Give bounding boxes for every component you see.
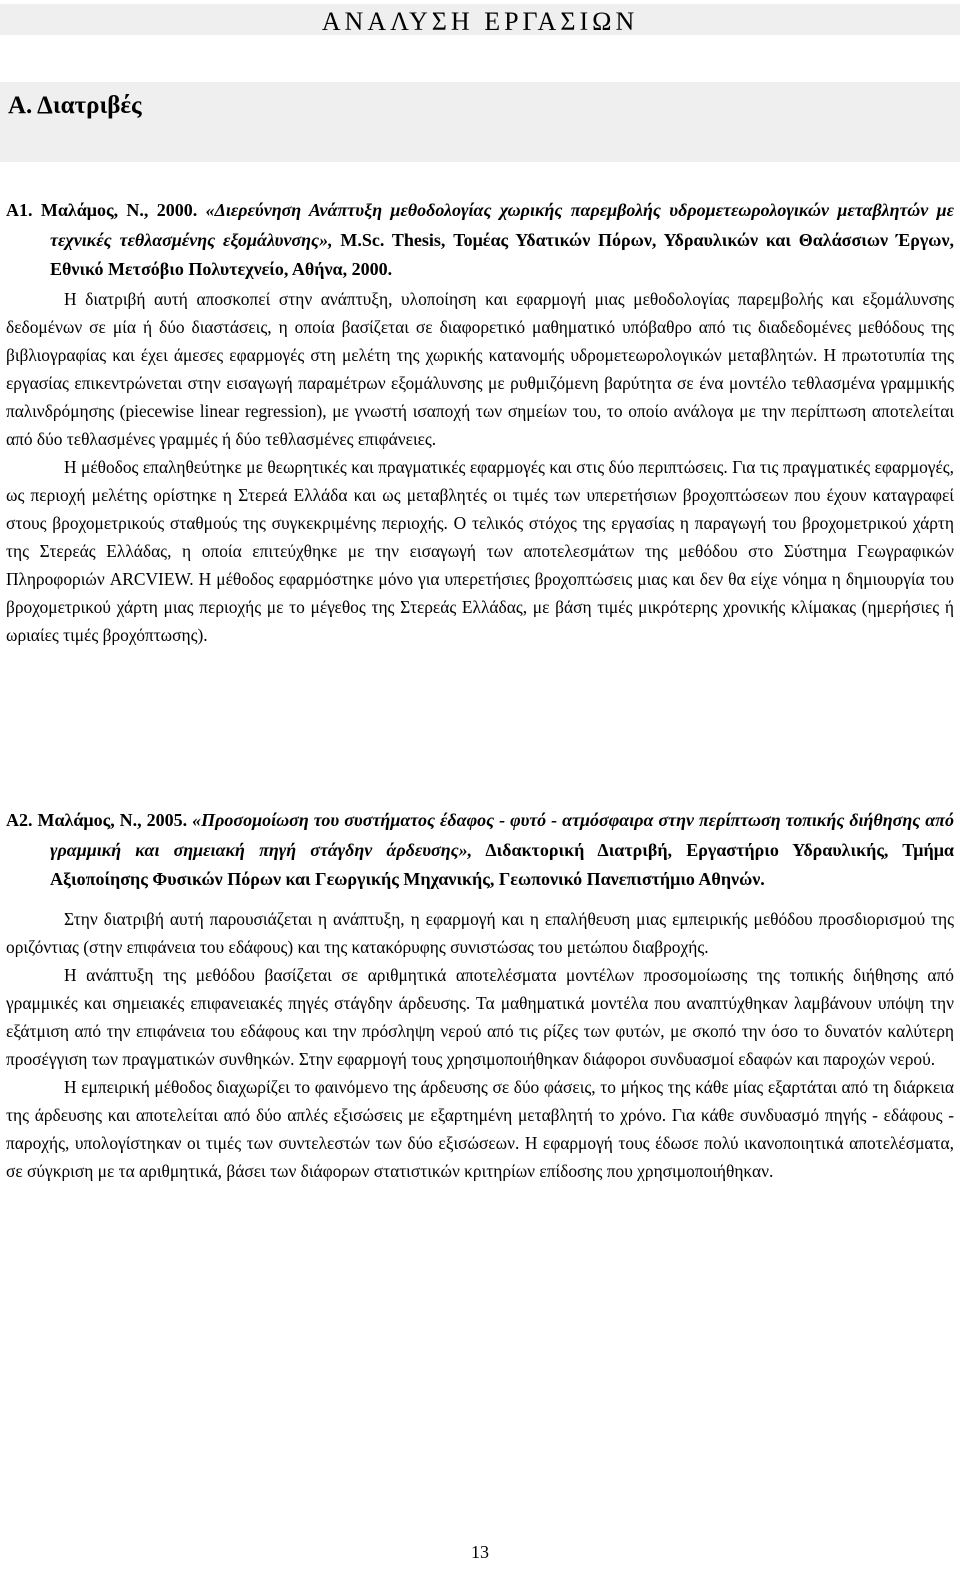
section-heading: Α. Διατριβές: [8, 92, 142, 119]
section-heading-band: [0, 82, 960, 162]
entry-a2-paragraph-3: Η εμπειρική μέθοδος διαχωρίζει το φαινόμενο της άρδευσης σε δύο φάσεις, το μήκος της κάθε μίας εξαρτάται από τη διάρκεια της άρδευσης και αποτελείται από δύο απλές εξισώσεις με εξαρτημένη μεταβλητή το χρόνο. Για κάθε συνδυασμό πηγής - εδάφους - παροχής, υπολογίστηκαν οι τιμές των συντελεστών των δύο εξισώσεων. Η εφαρμογή τους έδωσε πολύ ικανοποιητικά αποτελέσματα, σε σύγκριση με τα αριθμητικά, βάσει των διάφορων στατιστικών κριτηρίων επίδοσης που χρησιμοποιήθηκαν.: [6, 1076, 954, 1181]
entry-a2-paragraph-2: Η ανάπτυξη της μεθόδου βασίζεται σε αριθμητικά αποτελέσματα μοντέλων προσομοίωσης της τοπικής διήθησης από γραμμικές και σημειακές επιφανειακές πηγές στάγδην άρδευσης. Τα μαθηματικά μοντέλα που αναπτύχθηκαν λαμβάνουν υπόψη την εξάτμιση από την επιφάνεια του εδάφους και την πρόσληψη νερού από τις ρίζες των φυτών, με σκοπό την όσο το δυνατόν καλύτερη προσέγγιση των πραγματικών συνθηκών. Στην εφαρμογή τους χρησιμοποιήθηκαν διάφοροι συνδυασμοί εδαφών και παροχών νερού.: [6, 964, 954, 1069]
page-number: 13: [471, 1542, 489, 1562]
document-title: ΑΝΑΛΥΣΗ ΕΡΓΑΣΙΩΝ: [321, 7, 639, 36]
document-title-band: [0, 4, 960, 35]
entry-a2-paragraph-1: Στην διατριβή αυτή παρουσιάζεται η ανάπτυξη, η εφαρμογή και η επαλήθευση μιας εμπειρικής μεθόδου προσδιορισμού της οριζόντιας (στην επιφάνεια του εδάφους) και της κατακόρυφης συνιστώσας του μετώπου διαβροχής.: [6, 908, 954, 957]
entry-title: «Προσομοίωση του συστήματος έδαφος - φυτό - ατμόσφαιρα στην περίπτωση τοπικής διήθησης από γραμμική και σημειακή πηγή στάγδην άρδευσης»,: [50, 810, 954, 860]
entry-a2: [6, 806, 954, 1185]
entry-source: Διδακτορική Διατριβή, Εργαστήριο Υδραυλικής, Τμήμα Αξιοποίησης Φυσικών Πόρων και Γεωργικής Μηχανικής, Γεωπονικό Πανεπιστήμιο Αθηνών.: [50, 839, 954, 889]
entry-a1: [6, 196, 954, 649]
entry-a1-citation: [6, 196, 954, 285]
entry-authors: Μαλάμος, Ν., 2000.: [40, 200, 198, 220]
entry-title: «Διερεύνηση Ανάπτυξη μεθοδολογίας χωρικής παρεμβολής υδρομετεωρολογικών μεταβλητών με τεχνικές τεθλασμένης εξομάλυνσης»,: [50, 200, 954, 250]
entry-label: Α2.: [6, 810, 33, 830]
entry-a1-paragraph-1: Η διατριβή αυτή αποσκοπεί στην ανάπτυξη, υλοποίηση και εφαρμογή μιας μεθοδολογίας παρεμβολής και εξομάλυνσης δεδομένων σε μία ή δύο διαστάσεις, η οποία βασίζεται σε διαφορετικό μαθηματικό υπόβαθρο από τις διαδεδομένες μεθόδους της βιβλιογραφίας και έχει άμεσες εφαρμογές στη μελέτη της χωρικής κατανομής υδρομετεωρολογικών μεταβλητών. Η πρωτοτυπία της εργασίας επικεντρώνεται στην εισαγωγή παραμέτρων εξομάλυνσης με ρυθμιζόμενη βαρύτητα σε ένα μοντέλο τεθλασμένα γραμμικής παλινδρόμησης (piecewise linear regression), με γνωστή ισαποχή των σημείων του, το οποίο ανάλογα με την περίπτωση αποτελείται από δύο τεθλασμένες γραμμές ή δύο τεθλασμένες επιφάνειες.: [6, 288, 954, 449]
entry-a1-paragraph-2: Η μέθοδος επαληθεύτηκε με θεωρητικές και πραγματικές εφαρμογές και στις δύο περιπτώσεις. Για τις πραγματικές εφαρμογές, ως περιοχή μελέτης ορίστηκε η Στερεά Ελλάδα και ως μεταβλητές οι τιμές των υπερετήσιων βροχοπτώσεων που έχουν καταγραφεί στους βροχομετρικούς σταθμούς της συγκεκριμένης περιοχής. Ο τελικός στόχος της εργασίας η παραγωγή του βροχομετρικού χάρτη της Στερεάς Ελλάδας, η οποία επιτεύχθηκε με την εισαγωγή των αποτελεσμάτων της μεθόδου στο Σύστημα Γεωγραφικών Πληροφοριών ARCVIEW. Η μέθοδος εφαρμόστηκε μόνο για υπερετήσιες βροχοπτώσεις μιας και δεν θα είχε νόημα η δημιουργία του βροχομετρικού χάρτη μιας περιοχής με το μέγεθος της Στερεάς Ελλάδας, με βάση τιμές μικρότερης χρονικής κλίμακας (ημερήσιες ή ωριαίες τιμές βροχόπτωσης).: [6, 456, 954, 645]
entry-a2-citation: [6, 806, 954, 895]
entry-source: M.Sc. Thesis, Τομέας Υδατικών Πόρων, Υδραυλικών και Θαλάσσιων Έργων, Εθνικό Μετσόβιο Πολυτεχνείο, Αθήνα, 2000.: [50, 229, 954, 279]
entry-authors: Μαλάμος, Ν., 2005.: [37, 810, 188, 830]
entry-label: Α1.: [6, 200, 33, 220]
